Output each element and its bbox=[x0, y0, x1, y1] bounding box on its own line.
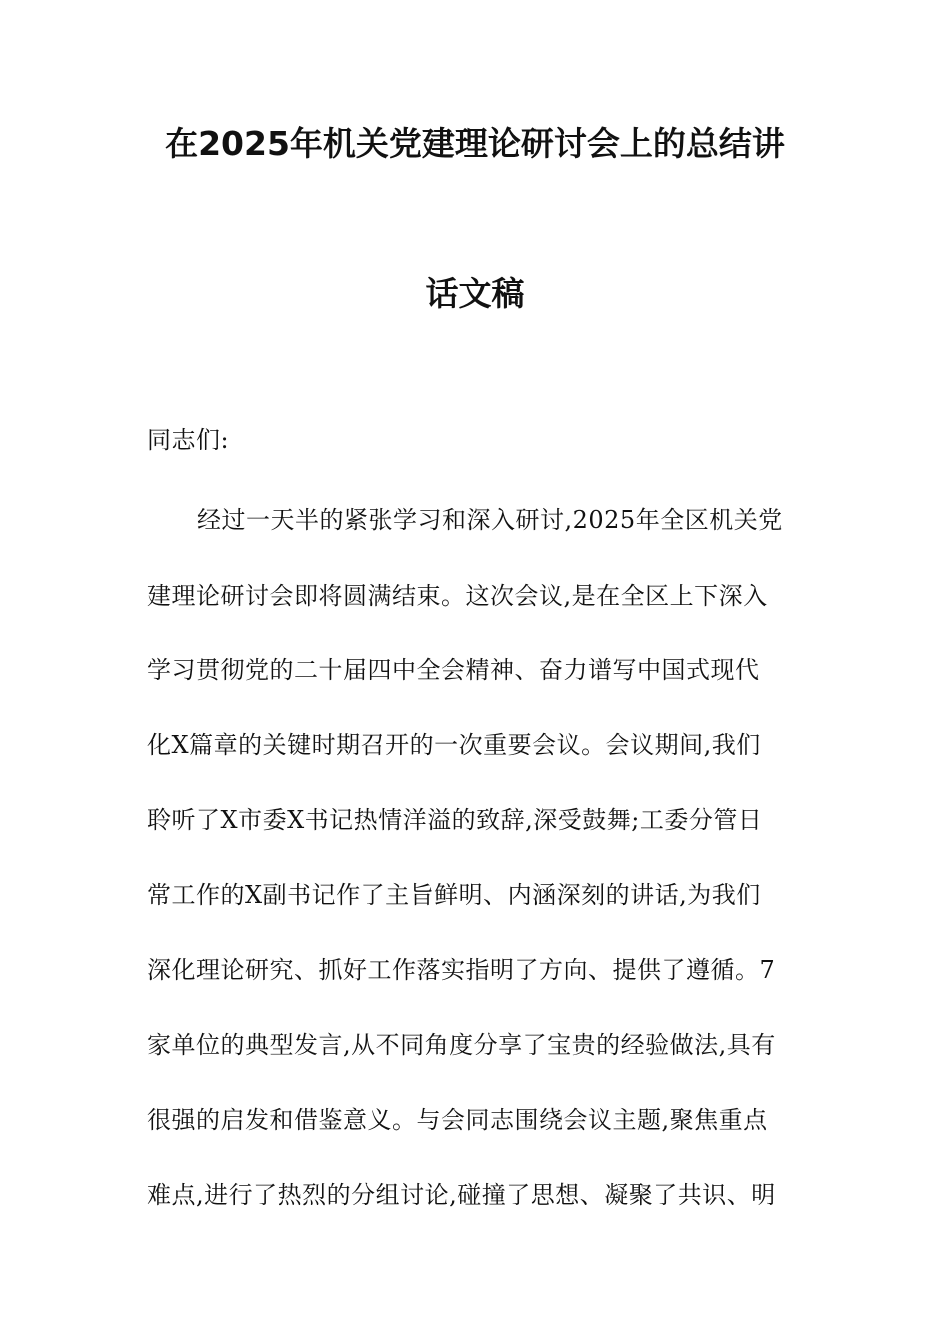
paragraph-line-2: 建理论研讨会即将圆满结束。这次会议,是在全区上下深入 bbox=[147, 582, 768, 610]
document-title-line-2: 话文稿 bbox=[425, 274, 525, 313]
paragraph-line-4: 化X篇章的关键时期召开的一次重要会议。会议期间,我们 bbox=[147, 731, 761, 759]
paragraph-line-7: 深化理论研究、抓好工作落实指明了方向、提供了遵循。7 bbox=[147, 956, 776, 984]
paragraph-line-8: 家单位的典型发言,从不同角度分享了宝贵的经验做法,具有 bbox=[147, 1031, 776, 1059]
paragraph-line-5: 聆听了X市委X书记热情洋溢的致辞,深受鼓舞;工委分管日 bbox=[147, 806, 763, 834]
paragraph-line-10: 难点,进行了热烈的分组讨论,碰撞了思想、凝聚了共识、明 bbox=[147, 1181, 776, 1209]
salutation: 同志们: bbox=[147, 426, 230, 454]
paragraph-line-9: 很强的启发和借鉴意义。与会同志围绕会议主题,聚焦重点 bbox=[147, 1106, 768, 1134]
paragraph-line-6: 常工作的X副书记作了主旨鲜明、内涵深刻的讲话,为我们 bbox=[147, 881, 761, 909]
document-title-line-1: 在2025年机关党建理论研讨会上的总结讲 bbox=[165, 124, 785, 163]
paragraph-line-3: 学习贯彻党的二十届四中全会精神、奋力谱写中国式现代 bbox=[147, 656, 760, 684]
paragraph-line-1: 经过一天半的紧张学习和深入研讨,2025年全区机关党 bbox=[197, 506, 783, 534]
